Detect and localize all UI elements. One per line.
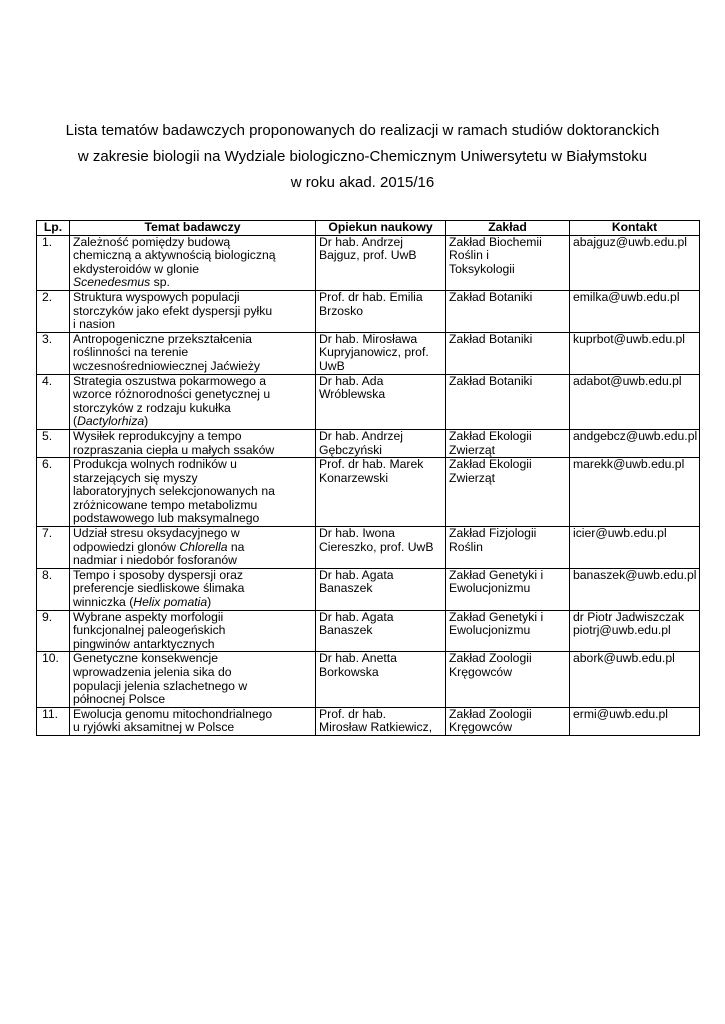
- supervisor: Dr hab. Agata Banaszek: [316, 568, 446, 610]
- supervisor: Prof. dr hab. Marek Konarzewski: [316, 458, 446, 527]
- header-contact: Kontakt: [570, 221, 700, 236]
- topic-italic: Dactylorhiza: [77, 414, 145, 429]
- research-topic: [70, 290, 316, 332]
- row-number: 11.: [37, 707, 70, 735]
- supervisor: Dr hab. Andrzej Gębczyński: [316, 429, 446, 457]
- contact-email: icier@uwb.edu.pl: [570, 527, 700, 569]
- supervisor: Dr hab. Iwona Ciereszko, prof. UwB: [316, 527, 446, 569]
- row-number: 9.: [37, 610, 70, 652]
- department: Zakład Botaniki: [446, 374, 570, 429]
- table-row: [37, 235, 700, 290]
- topic-text: Struktura wyspowych populacji storczyków jako efekt dyspersji pyłku i nasion: [73, 290, 273, 332]
- title-line-3: w roku akad. 2015/16: [290, 174, 435, 191]
- topic-italic: Helix pomatia: [133, 595, 208, 610]
- topic-text: Strategia oszustwa pokarmowego a wzorce różnorodności genetycznej u storczyków z rodzaju kukułka (: [73, 374, 271, 429]
- topic-italic: Chlorella: [179, 539, 228, 554]
- title-line-2: w zakresie biologii na Wydziale biologiczno-Chemicznym Uniwersytetu w Białymstoku: [77, 148, 648, 165]
- research-topic: [70, 458, 316, 527]
- research-topics-table: [36, 220, 700, 736]
- topic-text-end: sp.: [150, 275, 170, 290]
- title-line-1: Lista tematów badawczych proponowanych do realizacji w ramach studiów doktoranckich: [65, 122, 660, 139]
- department: Zakład Ekologii Zwierząt: [446, 429, 570, 457]
- department: Zakład Genetyki i Ewolucjonizmu: [446, 568, 570, 610]
- table-row: [37, 290, 700, 332]
- row-number: 5.: [37, 429, 70, 457]
- topic-text: Genetyczne konsekwencje wprowadzenia jelenia sika do populacji jelenia szlachetnego w północnej Polsce: [73, 651, 248, 707]
- research-topic: [70, 235, 316, 290]
- supervisor: Prof. dr hab. Mirosław Ratkiewicz,: [316, 707, 446, 735]
- topic-text: Zależność pomiędzy budową chemiczną a aktywnością biologiczną ekdysteroidów w glonie: [73, 235, 276, 276]
- row-number: 1.: [37, 235, 70, 290]
- header-lp: Lp.: [37, 221, 70, 236]
- topic-text: Wysiłek reprodukcyjny a tempo rozpraszania ciepła u małych ssaków: [73, 429, 275, 457]
- row-number: 7.: [37, 527, 70, 569]
- supervisor: Prof. dr hab. Emilia Brzosko: [316, 290, 446, 332]
- department: Zakład Zoologii Kręgowców: [446, 707, 570, 735]
- research-topic: [70, 707, 316, 735]
- research-topic: [70, 374, 316, 429]
- contact-email: andgebcz@uwb.edu.pl: [570, 429, 700, 457]
- topic-text-end: ): [207, 595, 212, 610]
- department: Zakład Ekologii Zwierząt: [446, 458, 570, 527]
- row-number: 10.: [37, 652, 70, 707]
- research-topic: [70, 568, 316, 610]
- contact-email: adabot@uwb.edu.pl: [570, 374, 700, 429]
- row-number: 2.: [37, 290, 70, 332]
- table-row: [37, 458, 700, 527]
- topic-text: Antropogeniczne przekształcenia roślinności na terenie wczesnośredniowiecznej Jaćwieży: [73, 332, 260, 373]
- topic-text: Udział stresu oksydacyjnego w odpowiedzi glonów: [73, 526, 240, 554]
- table-row: [37, 374, 700, 429]
- contact-email: kuprbot@uwb.edu.pl: [570, 332, 700, 374]
- department: Zakład Biochemii Roślin i Toksykologii: [446, 235, 570, 290]
- supervisor: Dr hab. Ada Wróblewska: [316, 374, 446, 429]
- table-row: [37, 610, 700, 652]
- table-row: [37, 652, 700, 707]
- department: Zakład Fizjologii Roślin: [446, 527, 570, 569]
- topic-text-end: na nadmiar i niedobór fosforanów: [73, 539, 245, 568]
- table-row: [37, 707, 700, 735]
- research-topic: [70, 610, 316, 652]
- contact-email: emilka@uwb.edu.pl: [570, 290, 700, 332]
- topic-text: Produkcja wolnych rodników u starzejących się myszy laboratoryjnych selekcjonowanych na zróżnicowane tempo metabolizmu podstawowego lub maksymalnego: [73, 457, 275, 526]
- topic-italic: Scenedesmus: [73, 275, 151, 290]
- table-header-row: [37, 221, 700, 236]
- row-number: 6.: [37, 458, 70, 527]
- department: Zakład Zoologii Kręgowców: [446, 652, 570, 707]
- header-supervisor: Opiekun naukowy: [316, 221, 446, 236]
- contact-email: banaszek@uwb.edu.pl: [570, 568, 700, 610]
- table-row: [37, 527, 700, 569]
- header-topic: Temat badawczy: [70, 221, 316, 236]
- table-row: [37, 429, 700, 457]
- table-row: [37, 332, 700, 374]
- row-number: 3.: [37, 332, 70, 374]
- topic-text-end: ): [144, 414, 149, 429]
- row-number: 8.: [37, 568, 70, 610]
- document-title: [0, 118, 725, 196]
- supervisor: Dr hab. Agata Banaszek: [316, 610, 446, 652]
- supervisor: Dr hab. Anetta Borkowska: [316, 652, 446, 707]
- research-topic: [70, 332, 316, 374]
- topic-text: Wybrane aspekty morfologii funkcjonalnej paleogeńskich pingwinów antarktycznych: [73, 610, 226, 651]
- contact-email: marekk@uwb.edu.pl: [570, 458, 700, 527]
- header-department: Zakład: [446, 221, 570, 236]
- supervisor: Dr hab. Mirosława Kupryjanowicz, prof. UwB: [316, 332, 446, 374]
- topic-text: Ewolucja genomu mitochondrialnego u ryjówki aksamitnej w Polsce: [73, 707, 273, 735]
- table-row: [37, 568, 700, 610]
- supervisor: Dr hab. Andrzej Bajguz, prof. UwB: [316, 235, 446, 290]
- contact-email: abajguz@uwb.edu.pl: [570, 235, 700, 290]
- contact-email: ermi@uwb.edu.pl: [570, 707, 700, 735]
- contact-email: abork@uwb.edu.pl: [570, 652, 700, 707]
- research-topic: [70, 652, 316, 707]
- topic-text: Tempo i sposoby dyspersji oraz preferencje siedliskowe ślimaka winniczka (: [73, 568, 245, 610]
- research-topic: [70, 429, 316, 457]
- department: Zakład Botaniki: [446, 290, 570, 332]
- research-topic: [70, 527, 316, 569]
- contact-email: dr Piotr Jadwiszczak piotrj@uwb.edu.pl: [570, 610, 700, 652]
- department: Zakład Botaniki: [446, 332, 570, 374]
- department: Zakład Genetyki i Ewolucjonizmu: [446, 610, 570, 652]
- row-number: 4.: [37, 374, 70, 429]
